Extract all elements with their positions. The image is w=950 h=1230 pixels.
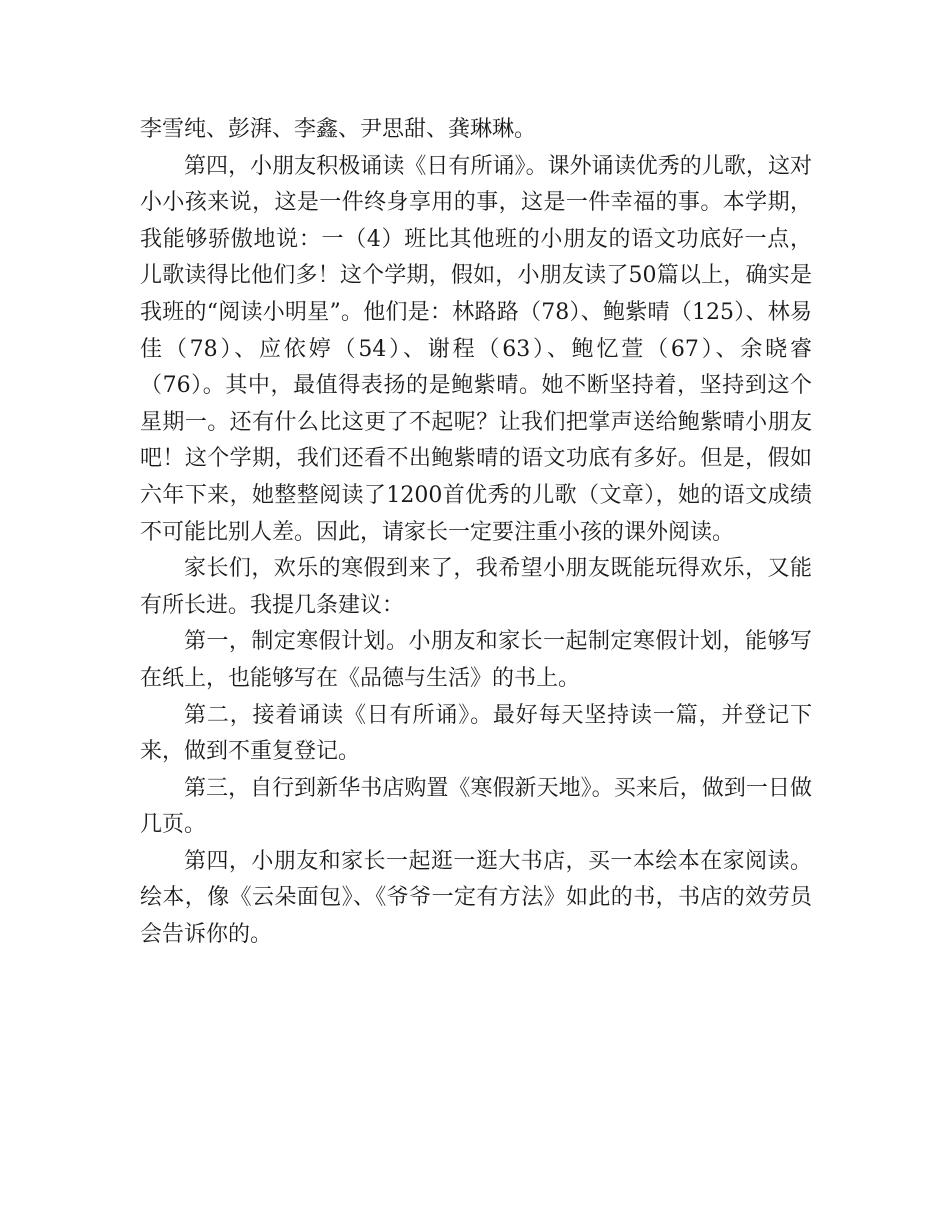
paragraph-continued-names: 李雪纯、彭湃、李鑫、尹思甜、龚琳琳。 (140, 117, 537, 142)
document-body (140, 112, 812, 954)
paragraph-suggestion-4: 第四，小朋友和家长一起逛一逛大书店，买一本绘本在家阅读。绘本，像《云朵面包》、《爷爷一定有方法》如此的书，书店的效劳员会告诉你的。 (140, 848, 812, 948)
paragraph-suggestion-2: 第二，接着诵读《日有所诵》。最好每天坚持读一篇，并登记下来，做到不重复登记。 (140, 702, 812, 765)
paragraph-suggestion-1: 第一，制定寒假计划。小朋友和家长一起制定寒假计划，能够写在纸上，也能够写在《品德与生活》的书上。 (140, 629, 812, 691)
paragraph-reading-stars: 第四，小朋友积极诵读《日有所诵》。课外诵读优秀的儿歌，这对小小孩来说，这是一件终身享用的事，这是一件幸福的事。本学期，我能够骄傲地说：一（4）班比其他班的小朋友的语文功底好一点，儿歌读得比他们多！这个学期，假如，小朋友读了50篇以上，确实是我班的“阅读小明星”。他们是：林路路（78）、鲍紫晴（125）、林易佳（78）、应依婷（54）、谢程（63）、鲍忆萱（67）、余晓睿（76）。其中，最值得表扬的是鲍紫晴。她不断坚持着，坚持到这个星期一。还有什么比这更了不起呢？让我们把掌声送给鲍紫晴小朋友吧！这个学期，我们还看不出鲍紫晴的语文功底有多好。但是，假如六年下来，她整整阅读了1200首优秀的儿歌（文章），她的语文成绩不可能比别人差。因此，请家长一定要注重小孩的课外阅读。 (140, 153, 812, 545)
paragraph-winter-break-intro: 家长们，欢乐的寒假到来了，我希望小朋友既能玩得欢乐，又能有所长进。我提几条建议： (140, 556, 812, 618)
paragraph-suggestion-3: 第三，自行到新华书店购置《寒假新天地》。买来后，做到一日做几页。 (140, 775, 812, 838)
